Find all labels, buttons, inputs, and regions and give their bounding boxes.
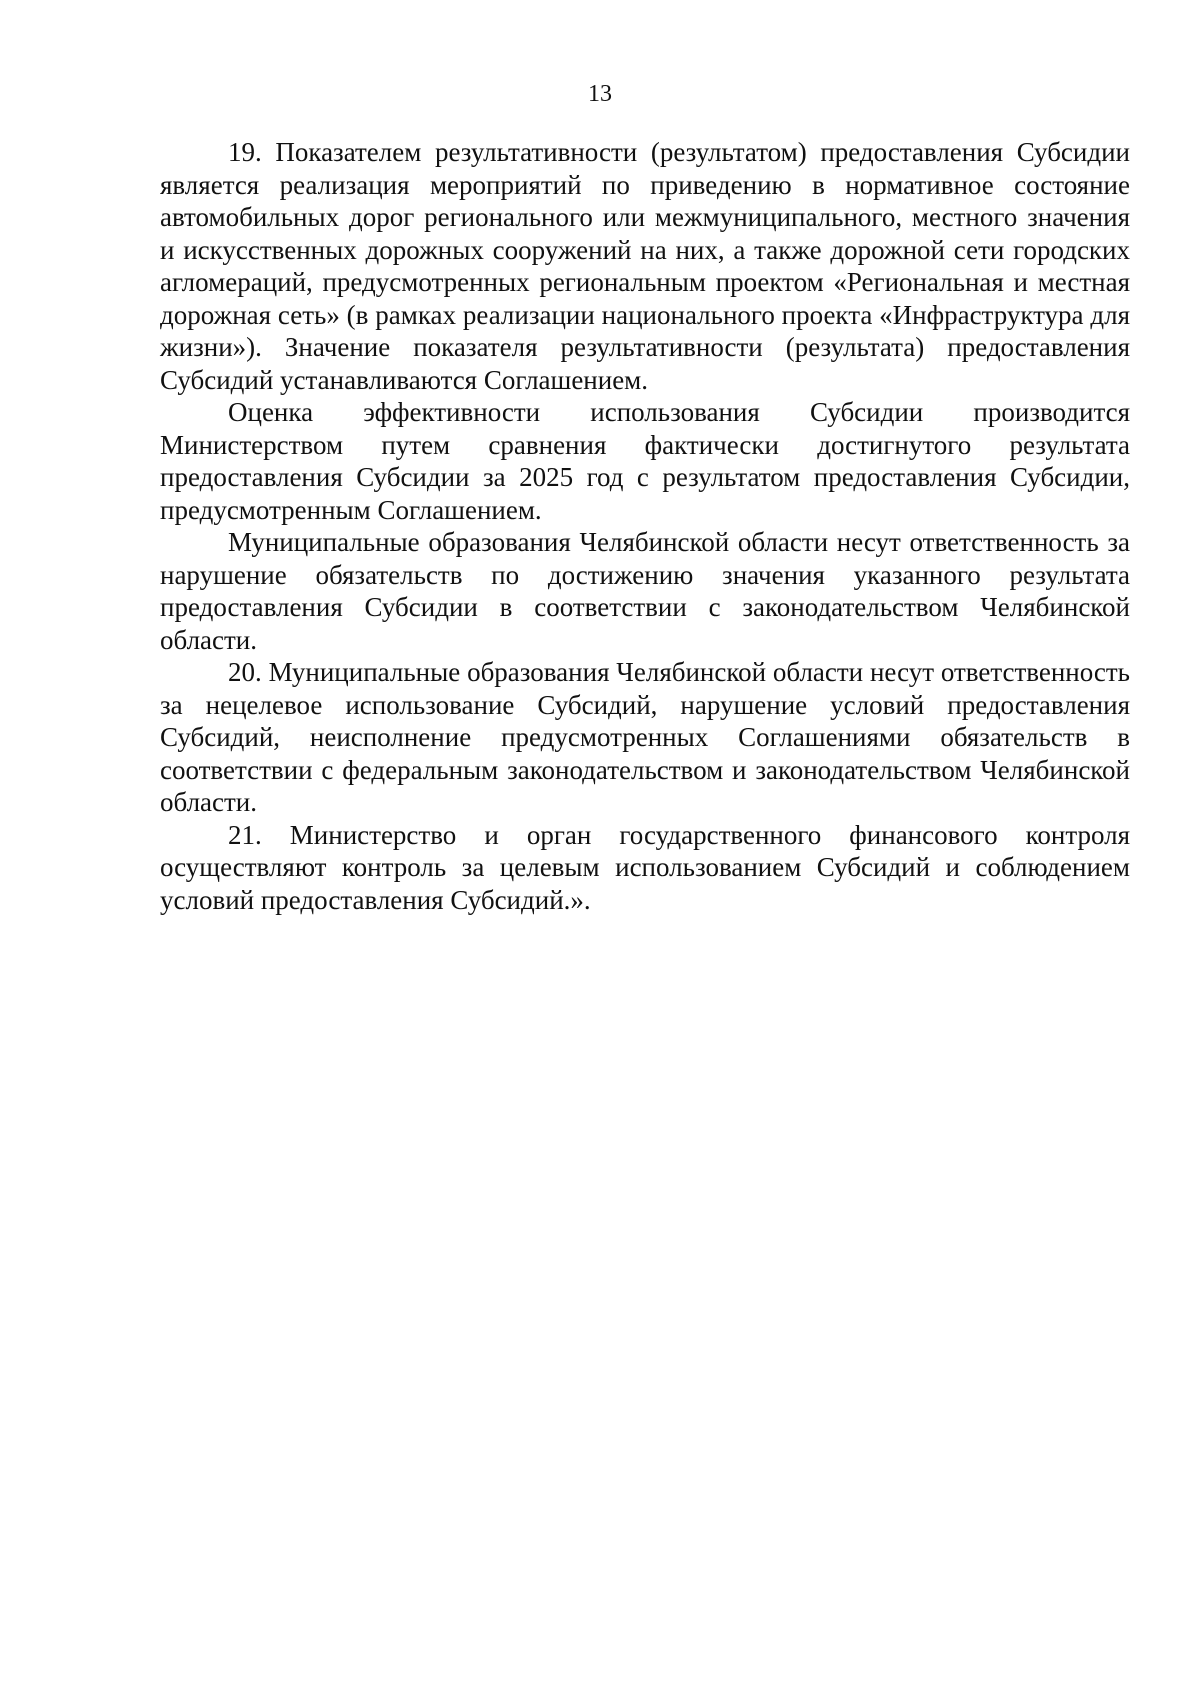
paragraph-responsibility: Муниципальные образования Челябинской области несут ответственность за нарушение обязательств по достижению значения указанного результата предоставления Субсидии в соответствии с законодательством Челябинской области.	[160, 527, 1130, 655]
paragraph-20: 20. Муниципальные образования Челябинской области несут ответственность за нецелевое использование Субсидий, нарушение условий предоставления Субсидий, неисполнение предусмотренных Соглашениями обязательств в соответствии с федеральным законодательством и законодательством Челябинской области.	[160, 657, 1130, 817]
page-number: 13	[588, 81, 612, 107]
paragraph-19: 19. Показателем результативности (результатом) предоставления Субсидии является реализация мероприятий по приведению в нормативное состояние автомобильных дорог регионального или межмуниципального, местного значения и искусственных дорожных сооружений на них, а также дорожной сети городских агломераций, предусмотренных региональным проектом «Региональная и местная дорожная сеть» (в рамках реализации национального проекта «Инфраструктура для жизни»). Значение показателя результативности (результата) предоставления Субсидий устанавливаются Соглашением.	[160, 137, 1130, 395]
paragraph-evaluation: Оценка эффективности использования Субсидии производится Министерством путем сравнения фактически достигнутого результата предоставления Субсидии за 2025 год с результатом предоставления Субсидии, предусмотренным Соглашением.	[160, 397, 1130, 525]
document-body	[160, 136, 1130, 916]
paragraph-21: 21. Министерство и орган государственного финансового контроля осуществляют контроль за целевым использованием Субсидий и соблюдением условий предоставления Субсидий.».	[160, 819, 1130, 915]
